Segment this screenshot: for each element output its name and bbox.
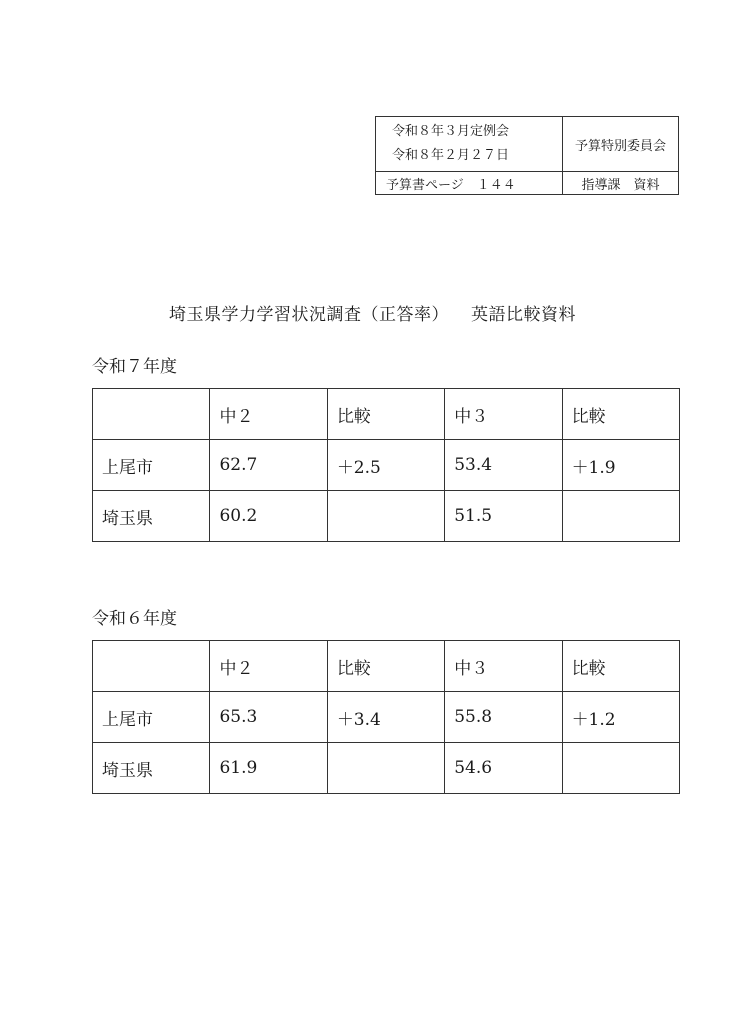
score-table-r6: [92, 640, 680, 794]
table-header-cell: 中２: [210, 389, 327, 440]
table-cell: ＋3.4: [327, 692, 444, 743]
table-cell: [327, 743, 444, 794]
table-cell: ＋1.9: [562, 440, 679, 491]
table-cell: 55.8: [445, 692, 562, 743]
table-header-cell: 比較: [562, 389, 679, 440]
row-label: 埼玉県: [93, 743, 210, 794]
table-header-cell: [93, 641, 210, 692]
table-cell: [562, 491, 679, 542]
budget-page-ref: 予算書ページ １４４: [376, 172, 563, 195]
table-header-row: [93, 389, 680, 440]
table-cell: ＋1.2: [562, 692, 679, 743]
table-row: [93, 491, 680, 542]
table-cell: 60.2: [210, 491, 327, 542]
table-header-cell: 比較: [327, 389, 444, 440]
year-heading-r6: 令和６年度: [92, 609, 177, 629]
table-header-cell: 中３: [445, 389, 562, 440]
table-header-cell: 中２: [210, 641, 327, 692]
table-header-cell: [93, 389, 210, 440]
year-heading-r7: 令和７年度: [92, 357, 177, 377]
document-title-main: 埼玉県学力学習状況調査（正答率）: [169, 305, 449, 325]
table-cell: 53.4: [445, 440, 562, 491]
table-cell: 61.9: [210, 743, 327, 794]
table-row: [93, 440, 680, 491]
table-cell: 62.7: [210, 440, 327, 491]
table-header-cell: 比較: [327, 641, 444, 692]
row-label: 上尾市: [93, 440, 210, 491]
row-label: 埼玉県: [93, 491, 210, 542]
table-row: [93, 743, 680, 794]
table-cell: ＋2.5: [327, 440, 444, 491]
meeting-date: 令和８年２月２７日: [392, 148, 510, 163]
department-name: 指導課 資料: [563, 172, 679, 195]
table-cell: 54.6: [445, 743, 562, 794]
document-info-box: [375, 116, 679, 195]
table-cell: [327, 491, 444, 542]
table-header-cell: 比較: [562, 641, 679, 692]
table-header-cell: 中３: [445, 641, 562, 692]
table-cell: [562, 743, 679, 794]
table-cell: 51.5: [445, 491, 562, 542]
score-table-r7: [92, 388, 680, 542]
table-row: [93, 692, 680, 743]
meeting-session: 令和８年３月定例会: [392, 124, 510, 139]
row-label: 上尾市: [93, 692, 210, 743]
table-cell: 65.3: [210, 692, 327, 743]
document-title-sub: 英語比較資料: [471, 305, 576, 325]
meeting-info-cell: [376, 117, 563, 172]
document-title: [0, 300, 745, 325]
table-header-row: [93, 641, 680, 692]
committee-name: 予算特別委員会: [563, 117, 679, 172]
